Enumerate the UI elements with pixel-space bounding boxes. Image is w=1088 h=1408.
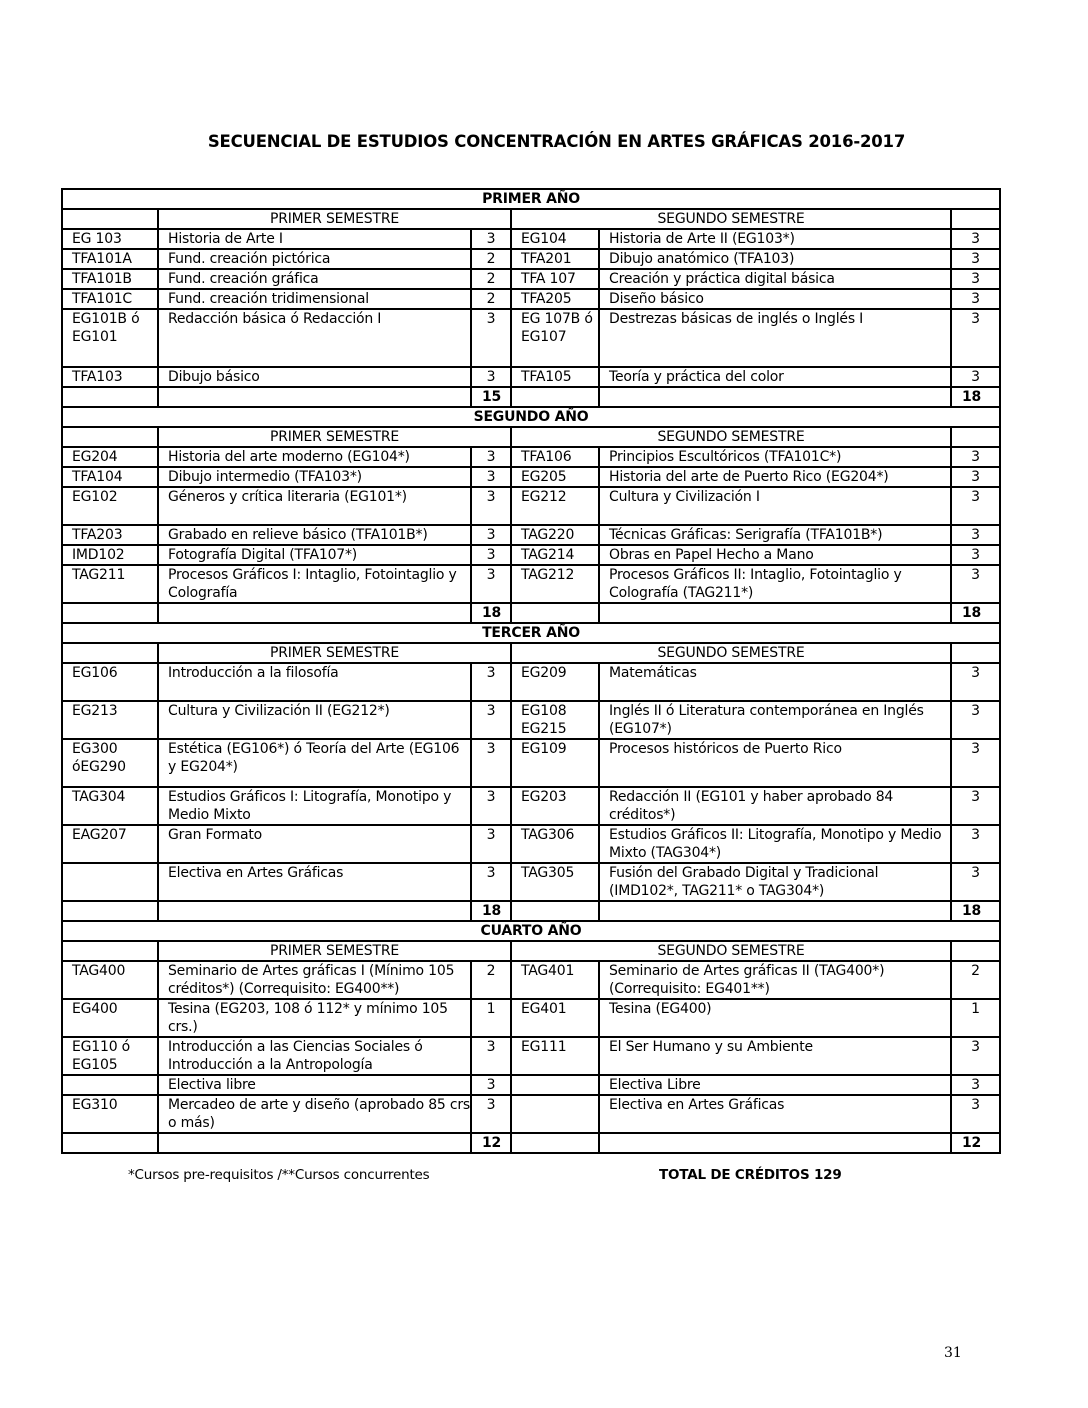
course-code: TFA201 bbox=[511, 249, 599, 269]
blank-cell bbox=[511, 901, 599, 921]
course-title: Redacción básica ó Redacción I bbox=[158, 309, 471, 367]
course-row bbox=[62, 289, 1000, 309]
course-code bbox=[62, 863, 158, 901]
blank-cell bbox=[951, 209, 1000, 229]
course-title: Destrezas básicas de inglés o Inglés I bbox=[599, 309, 951, 367]
course-credits: 3 bbox=[471, 1075, 511, 1095]
course-row bbox=[62, 487, 1000, 525]
course-code: TFA101A bbox=[62, 249, 158, 269]
semester-heading-second: SEGUNDO SEMESTRE bbox=[511, 427, 951, 447]
course-code: TFA101B bbox=[62, 269, 158, 289]
course-code: TAG400 bbox=[62, 961, 158, 999]
course-code bbox=[511, 1095, 599, 1133]
course-credits: 3 bbox=[471, 309, 511, 367]
course-title: Seminario de Artes gráficas II (TAG400*) (Correquisito: EG401**) bbox=[599, 961, 951, 999]
course-credits: 3 bbox=[471, 467, 511, 487]
semester-total-row bbox=[62, 1133, 1000, 1153]
course-code: TAG211 bbox=[62, 565, 158, 603]
footnote: *Cursos pre-requisitos /**Cursos concurrentes bbox=[128, 1167, 430, 1183]
semester-total-first: 18 bbox=[471, 901, 511, 921]
course-grid bbox=[61, 188, 1001, 1154]
semester-total-row bbox=[62, 387, 1000, 407]
blank-cell bbox=[158, 387, 471, 407]
semester-total-second: 18 bbox=[951, 603, 1000, 623]
total-credits: TOTAL DE CRÉDITOS 129 bbox=[659, 1167, 842, 1183]
course-credits: 2 bbox=[471, 961, 511, 999]
blank-cell bbox=[62, 209, 158, 229]
course-credits: 3 bbox=[471, 545, 511, 565]
course-credits: 3 bbox=[951, 1075, 1000, 1095]
course-credits: 1 bbox=[951, 999, 1000, 1037]
course-code: EG106 bbox=[62, 663, 158, 701]
course-row bbox=[62, 825, 1000, 863]
course-row bbox=[62, 367, 1000, 387]
course-title: Fund. creación pictórica bbox=[158, 249, 471, 269]
course-credits: 3 bbox=[951, 447, 1000, 467]
course-row bbox=[62, 999, 1000, 1037]
course-credits: 3 bbox=[951, 739, 1000, 787]
semester-total-second: 12 bbox=[951, 1133, 1000, 1153]
course-credits: 3 bbox=[951, 269, 1000, 289]
year-header-row bbox=[62, 407, 1000, 427]
course-title: Fund. creación gráfica bbox=[158, 269, 471, 289]
course-credits: 3 bbox=[951, 1037, 1000, 1075]
course-credits: 3 bbox=[471, 447, 511, 467]
course-title: Electiva en Artes Gráficas bbox=[599, 1095, 951, 1133]
course-code: EG310 bbox=[62, 1095, 158, 1133]
course-code: TFA103 bbox=[62, 367, 158, 387]
course-title: Géneros y crítica literaria (EG101*) bbox=[158, 487, 471, 525]
semester-header-row bbox=[62, 427, 1000, 447]
semester-header-row bbox=[62, 209, 1000, 229]
semester-heading-second: SEGUNDO SEMESTRE bbox=[511, 643, 951, 663]
year-heading: CUARTO AÑO bbox=[62, 921, 1000, 941]
course-credits: 3 bbox=[471, 1037, 511, 1075]
semester-header-row bbox=[62, 643, 1000, 663]
course-row bbox=[62, 1075, 1000, 1095]
course-credits: 3 bbox=[951, 825, 1000, 863]
course-credits: 3 bbox=[471, 663, 511, 701]
course-title: Dibujo intermedio (TFA103*) bbox=[158, 467, 471, 487]
blank-cell bbox=[599, 901, 951, 921]
course-row bbox=[62, 701, 1000, 739]
blank-cell bbox=[62, 643, 158, 663]
course-credits: 3 bbox=[951, 289, 1000, 309]
course-row bbox=[62, 447, 1000, 467]
course-code: TAG306 bbox=[511, 825, 599, 863]
course-title: Electiva en Artes Gráficas bbox=[158, 863, 471, 901]
course-title: Fusión del Grabado Digital y Tradicional (IMD102*, TAG211* o TAG304*) bbox=[599, 863, 951, 901]
course-row bbox=[62, 863, 1000, 901]
course-title: Cultura y Civilización I bbox=[599, 487, 951, 525]
course-title: Gran Formato bbox=[158, 825, 471, 863]
course-title: Principios Escultóricos (TFA101C*) bbox=[599, 447, 951, 467]
year-header-row bbox=[62, 189, 1000, 209]
course-code: EG 107B ó EG107 bbox=[511, 309, 599, 367]
semester-heading-first: PRIMER SEMESTRE bbox=[158, 941, 511, 961]
course-credits: 3 bbox=[471, 1095, 511, 1133]
course-title: Tesina (EG400) bbox=[599, 999, 951, 1037]
semester-heading-first: PRIMER SEMESTRE bbox=[158, 427, 511, 447]
course-code: EG108 EG215 bbox=[511, 701, 599, 739]
course-code bbox=[511, 1075, 599, 1095]
year-heading: SEGUNDO AÑO bbox=[62, 407, 1000, 427]
semester-total-first: 12 bbox=[471, 1133, 511, 1153]
course-code: TFA203 bbox=[62, 525, 158, 545]
course-title: Mercadeo de arte y diseño (aprobado 85 crs o más) bbox=[158, 1095, 471, 1133]
course-code: EG400 bbox=[62, 999, 158, 1037]
course-code: EAG207 bbox=[62, 825, 158, 863]
course-row bbox=[62, 961, 1000, 999]
course-title: Obras en Papel Hecho a Mano bbox=[599, 545, 951, 565]
course-title: Fund. creación tridimensional bbox=[158, 289, 471, 309]
semester-heading-second: SEGUNDO SEMESTRE bbox=[511, 941, 951, 961]
course-row bbox=[62, 229, 1000, 249]
course-row bbox=[62, 1095, 1000, 1133]
blank-cell bbox=[511, 387, 599, 407]
blank-cell bbox=[158, 1133, 471, 1153]
semester-header-row bbox=[62, 941, 1000, 961]
semester-total-row bbox=[62, 901, 1000, 921]
course-row bbox=[62, 1037, 1000, 1075]
course-title: Procesos Gráficos I: Intaglio, Fotointaglio y Colografía bbox=[158, 565, 471, 603]
blank-cell bbox=[511, 603, 599, 623]
course-row bbox=[62, 269, 1000, 289]
course-code: EG204 bbox=[62, 447, 158, 467]
course-credits: 3 bbox=[951, 863, 1000, 901]
course-code: EG212 bbox=[511, 487, 599, 525]
blank-cell bbox=[599, 387, 951, 407]
course-title: Historia de Arte I bbox=[158, 229, 471, 249]
blank-cell bbox=[511, 1133, 599, 1153]
course-credits: 3 bbox=[951, 565, 1000, 603]
page-title: SECUENCIAL DE ESTUDIOS CONCENTRACIÓN EN ARTES GRÁFICAS 2016-2017 bbox=[207, 132, 906, 151]
course-credits: 3 bbox=[471, 701, 511, 739]
course-code: TFA101C bbox=[62, 289, 158, 309]
course-row bbox=[62, 565, 1000, 603]
course-row bbox=[62, 249, 1000, 269]
course-code: TFA105 bbox=[511, 367, 599, 387]
course-row bbox=[62, 663, 1000, 701]
course-title: Redacción II (EG101 y haber aprobado 84 créditos*) bbox=[599, 787, 951, 825]
course-row bbox=[62, 739, 1000, 787]
semester-total-second: 18 bbox=[951, 901, 1000, 921]
course-row bbox=[62, 545, 1000, 565]
year-header-row bbox=[62, 623, 1000, 643]
semester-total-first: 18 bbox=[471, 603, 511, 623]
course-credits: 3 bbox=[951, 701, 1000, 739]
course-title: Teoría y práctica del color bbox=[599, 367, 951, 387]
course-title: Estudios Gráficos I: Litografía, Monotipo y Medio Mixto bbox=[158, 787, 471, 825]
course-credits: 3 bbox=[471, 825, 511, 863]
course-credits: 3 bbox=[951, 525, 1000, 545]
course-credits: 3 bbox=[471, 229, 511, 249]
course-title: Inglés II ó Literatura contemporánea en Inglés (EG107*) bbox=[599, 701, 951, 739]
semester-total-second: 18 bbox=[951, 387, 1000, 407]
course-credits: 3 bbox=[951, 545, 1000, 565]
page-number: 31 bbox=[944, 1345, 962, 1361]
course-credits: 3 bbox=[471, 525, 511, 545]
course-credits: 3 bbox=[471, 863, 511, 901]
course-credits: 2 bbox=[471, 269, 511, 289]
course-title: Introducción a la filosofía bbox=[158, 663, 471, 701]
course-row bbox=[62, 309, 1000, 367]
course-row bbox=[62, 525, 1000, 545]
blank-cell bbox=[62, 901, 158, 921]
course-code: TAG305 bbox=[511, 863, 599, 901]
semester-heading-first: PRIMER SEMESTRE bbox=[158, 643, 511, 663]
course-code: EG205 bbox=[511, 467, 599, 487]
course-title: Creación y práctica digital básica bbox=[599, 269, 951, 289]
curriculum-sequence-table bbox=[61, 188, 999, 1154]
course-credits: 2 bbox=[951, 961, 1000, 999]
course-credits: 2 bbox=[471, 289, 511, 309]
course-code: EG111 bbox=[511, 1037, 599, 1075]
course-title: Historia de Arte II (EG103*) bbox=[599, 229, 951, 249]
course-row bbox=[62, 787, 1000, 825]
course-title: Historia del arte moderno (EG104*) bbox=[158, 447, 471, 467]
blank-cell bbox=[158, 603, 471, 623]
course-code: TFA205 bbox=[511, 289, 599, 309]
course-code: EG213 bbox=[62, 701, 158, 739]
course-title: Tesina (EG203, 108 ó 112* y mínimo 105 crs.) bbox=[158, 999, 471, 1037]
course-title: Estudios Gráficos II: Litografía, Monotipo y Medio Mixto (TAG304*) bbox=[599, 825, 951, 863]
course-title: Matemáticas bbox=[599, 663, 951, 701]
blank-cell bbox=[599, 1133, 951, 1153]
course-credits: 3 bbox=[951, 309, 1000, 367]
course-code: IMD102 bbox=[62, 545, 158, 565]
course-credits: 3 bbox=[951, 249, 1000, 269]
course-credits: 2 bbox=[471, 249, 511, 269]
course-code: EG101B ó EG101 bbox=[62, 309, 158, 367]
semester-heading-first: PRIMER SEMESTRE bbox=[158, 209, 511, 229]
course-code: EG109 bbox=[511, 739, 599, 787]
blank-cell bbox=[158, 901, 471, 921]
course-title: Diseño básico bbox=[599, 289, 951, 309]
course-title: Electiva libre bbox=[158, 1075, 471, 1095]
blank-cell bbox=[599, 603, 951, 623]
course-title: Electiva Libre bbox=[599, 1075, 951, 1095]
semester-total-row bbox=[62, 603, 1000, 623]
course-credits: 3 bbox=[471, 787, 511, 825]
blank-cell bbox=[62, 603, 158, 623]
course-title: Introducción a las Ciencias Sociales ó Introducción a la Antropología bbox=[158, 1037, 471, 1075]
blank-cell bbox=[951, 941, 1000, 961]
course-code: TFA104 bbox=[62, 467, 158, 487]
year-heading: TERCER AÑO bbox=[62, 623, 1000, 643]
blank-cell bbox=[62, 941, 158, 961]
course-code: EG104 bbox=[511, 229, 599, 249]
course-title: Procesos Gráficos II: Intaglio, Fotointaglio y Colografía (TAG211*) bbox=[599, 565, 951, 603]
course-title: Historia del arte de Puerto Rico (EG204*) bbox=[599, 467, 951, 487]
course-code: EG203 bbox=[511, 787, 599, 825]
course-code: EG300 óEG290 bbox=[62, 739, 158, 787]
course-code: EG110 ó EG105 bbox=[62, 1037, 158, 1075]
course-credits: 3 bbox=[951, 1095, 1000, 1133]
course-credits: 3 bbox=[471, 367, 511, 387]
course-row bbox=[62, 467, 1000, 487]
course-credits: 3 bbox=[951, 467, 1000, 487]
course-title: Fotografía Digital (TFA107*) bbox=[158, 545, 471, 565]
course-code: EG102 bbox=[62, 487, 158, 525]
course-credits: 3 bbox=[951, 787, 1000, 825]
course-credits: 1 bbox=[471, 999, 511, 1037]
course-title: Estética (EG106*) ó Teoría del Arte (EG106 y EG204*) bbox=[158, 739, 471, 787]
course-title: Grabado en relieve básico (TFA101B*) bbox=[158, 525, 471, 545]
course-credits: 3 bbox=[951, 663, 1000, 701]
blank-cell bbox=[951, 427, 1000, 447]
course-code: TAG304 bbox=[62, 787, 158, 825]
course-title: Técnicas Gráficas: Serigrafía (TFA101B*) bbox=[599, 525, 951, 545]
course-title: Dibujo básico bbox=[158, 367, 471, 387]
semester-total-first: 15 bbox=[471, 387, 511, 407]
course-credits: 3 bbox=[471, 739, 511, 787]
course-code: TAG220 bbox=[511, 525, 599, 545]
course-title: Seminario de Artes gráficas I (Mínimo 105 créditos*) (Correquisito: EG400**) bbox=[158, 961, 471, 999]
course-credits: 3 bbox=[471, 565, 511, 603]
course-code: EG 103 bbox=[62, 229, 158, 249]
course-code: TFA106 bbox=[511, 447, 599, 467]
year-heading: PRIMER AÑO bbox=[62, 189, 1000, 209]
course-credits: 3 bbox=[471, 487, 511, 525]
course-code bbox=[62, 1075, 158, 1095]
course-code: TAG401 bbox=[511, 961, 599, 999]
course-credits: 3 bbox=[951, 229, 1000, 249]
course-title: Dibujo anatómico (TFA103) bbox=[599, 249, 951, 269]
course-code: TAG214 bbox=[511, 545, 599, 565]
blank-cell bbox=[951, 643, 1000, 663]
blank-cell bbox=[62, 427, 158, 447]
blank-cell bbox=[62, 1133, 158, 1153]
course-title: Procesos históricos de Puerto Rico bbox=[599, 739, 951, 787]
course-code: EG401 bbox=[511, 999, 599, 1037]
year-header-row bbox=[62, 921, 1000, 941]
course-code: TFA 107 bbox=[511, 269, 599, 289]
course-title: El Ser Humano y su Ambiente bbox=[599, 1037, 951, 1075]
course-credits: 3 bbox=[951, 487, 1000, 525]
blank-cell bbox=[62, 387, 158, 407]
course-title: Cultura y Civilización II (EG212*) bbox=[158, 701, 471, 739]
course-code: TAG212 bbox=[511, 565, 599, 603]
semester-heading-second: SEGUNDO SEMESTRE bbox=[511, 209, 951, 229]
course-code: EG209 bbox=[511, 663, 599, 701]
course-credits: 3 bbox=[951, 367, 1000, 387]
